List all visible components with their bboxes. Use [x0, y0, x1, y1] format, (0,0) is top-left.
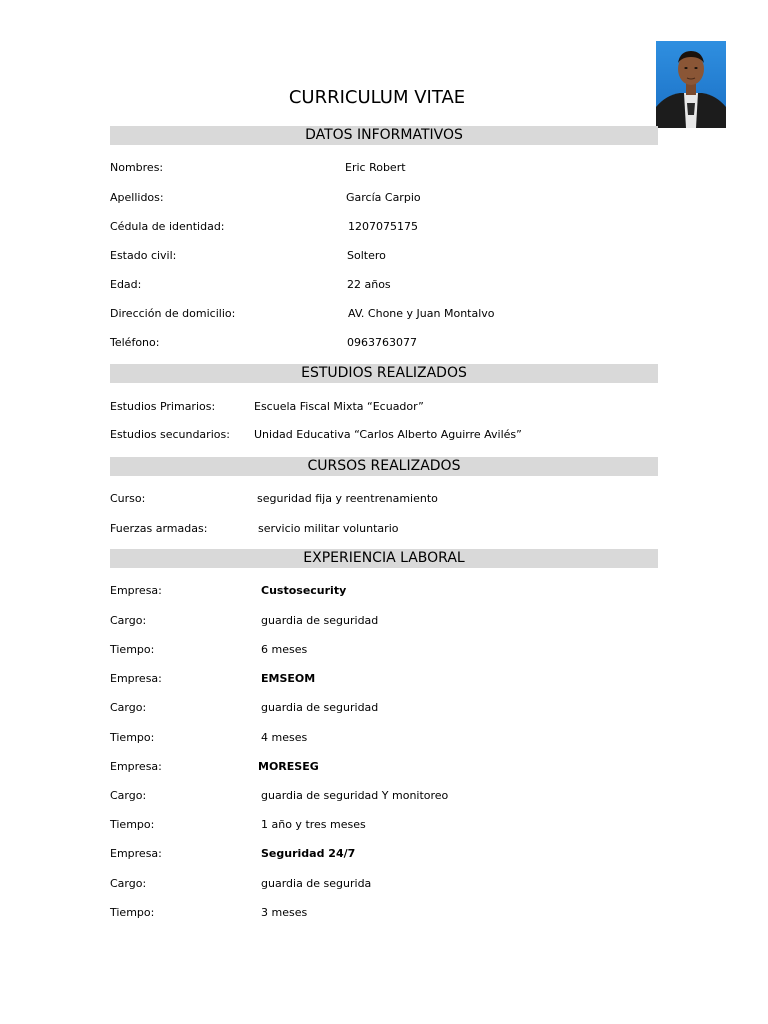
label-estudios-primarios: Estudios Primarios: [110, 400, 216, 413]
label-edad: Edad: [110, 278, 142, 291]
value-estudios-secundarios: Unidad Educativa “Carlos Alberto Aguirre Avilés” [254, 428, 522, 441]
label-telefono: Teléfono: [110, 336, 160, 349]
label-curso: Curso: [110, 492, 146, 505]
label-nombres: Nombres: [110, 161, 164, 174]
value-apellidos: García Carpio [346, 191, 421, 204]
value-nombres: Eric Robert [345, 161, 406, 174]
value-direccion: AV. Chone y Juan Montalvo [348, 307, 495, 320]
document-title: CURRICULUM VITAE [288, 87, 466, 108]
value-curso: seguridad fija y reentrenamiento [257, 492, 438, 505]
value-cargo: guardia de seguridad Y monitoreo [261, 789, 449, 802]
value-estudios-primarios: Escuela Fiscal Mixta “Ecuador” [254, 400, 424, 413]
value-telefono: 0963763077 [347, 336, 417, 349]
label-empresa: Empresa: [110, 847, 162, 860]
label-estudios-secundarios: Estudios secundarios: [110, 428, 230, 441]
label-empresa: Empresa: [110, 672, 162, 685]
value-cargo: guardia de seguridad [261, 614, 379, 627]
label-empresa: Empresa: [110, 760, 162, 773]
label-cargo: Cargo: [110, 701, 147, 714]
value-tiempo: 3 meses [261, 906, 308, 919]
section-header-datos: DATOS INFORMATIVOS [110, 126, 658, 145]
label-estado-civil: Estado civil: [110, 249, 177, 262]
label-tiempo: Tiempo: [110, 643, 155, 656]
section-header-estudios: ESTUDIOS REALIZADOS [110, 364, 658, 383]
label-apellidos: Apellidos: [110, 191, 164, 204]
value-tiempo: 6 meses [261, 643, 308, 656]
value-tiempo: 1 año y tres meses [261, 818, 366, 831]
section-header-experiencia: EXPERIENCIA LABORAL [110, 549, 658, 568]
value-empresa: MORESEG [258, 760, 319, 773]
label-cedula: Cédula de identidad: [110, 220, 225, 233]
label-cargo: Cargo: [110, 789, 147, 802]
label-tiempo: Tiempo: [110, 731, 155, 744]
label-tiempo: Tiempo: [110, 906, 155, 919]
value-fuerzas-armadas: servicio militar voluntario [258, 522, 399, 535]
label-tiempo: Tiempo: [110, 818, 155, 831]
profile-photo [656, 41, 726, 128]
value-cedula: 1207075175 [348, 220, 418, 233]
value-estado-civil: Soltero [347, 249, 386, 262]
value-edad: 22 años [347, 278, 391, 291]
value-empresa: Seguridad 24/7 [261, 847, 356, 860]
value-tiempo: 4 meses [261, 731, 308, 744]
section-header-cursos: CURSOS REALIZADOS [110, 457, 658, 476]
label-cargo: Cargo: [110, 877, 147, 890]
value-empresa: EMSEOM [261, 672, 316, 685]
label-direccion: Dirección de domicilio: [110, 307, 236, 320]
label-cargo: Cargo: [110, 614, 147, 627]
value-empresa: Custosecurity [261, 584, 347, 597]
value-cargo: guardia de seguridad [261, 701, 379, 714]
label-empresa: Empresa: [110, 584, 162, 597]
value-cargo: guardia de segurida [261, 877, 372, 890]
label-fuerzas-armadas: Fuerzas armadas: [110, 522, 208, 535]
